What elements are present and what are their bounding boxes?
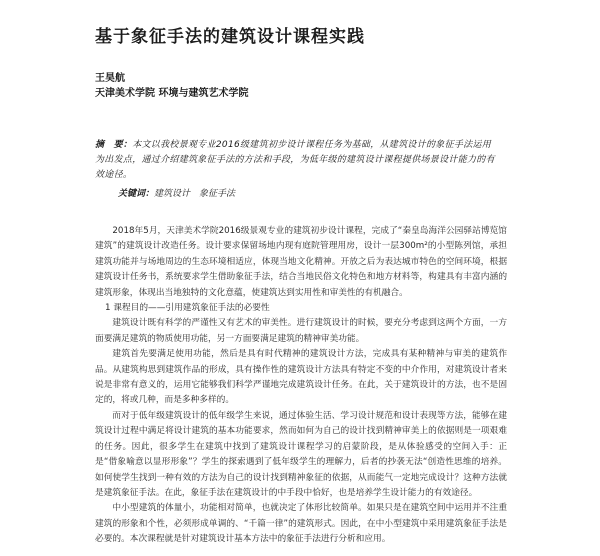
section-heading: 1 课程目的——引用建筑象征手法的必要性 — [105, 303, 270, 314]
abstract-label: 摘 要： — [95, 140, 133, 150]
keywords-text: 建筑设计 象征手法 — [154, 189, 236, 199]
body-paragraph: 建筑首先要满足使用功能，然后是具有时代精神的建筑设计方法，完成具有某种精神与审美的建筑作品。从建筑构思到建筑作品的形成，具有操作性的建筑设计方法具有特定不变的中介作用，对建筑设计者来说是非常有意义的，运用它能够我们科学严谨地完成建筑设计任务。在此，关于建筑设计的方法，也不是固定的，将或几种，而是多种多样的。 — [95, 349, 507, 406]
keywords-label: 关键词： — [118, 189, 155, 199]
paper-title: 基于象征手法的建筑设计课程实践 — [95, 27, 365, 47]
abstract — [95, 138, 495, 183]
author-affiliation: 天津美术学院 环境与建筑艺术学院 — [95, 88, 249, 99]
body-paragraph: 中小型建筑的体量小，功能相对简单，也就决定了体形比较简单。如果只是在建筑空间中运用并不注重建筑的形象和个性，必须形成单调的、“千篇一律”的建筑形式。因此，在中小型建筑中采用建筑象征手法是必要的。本次课程就是针对建筑设计基本方法中的象征手法进行分析和应用。 — [95, 503, 507, 545]
body-paragraph: 建筑设计既有科学的严谨性又有艺术的审美性。进行建筑设计的时候，要充分考虑到这两个方面，一方面要满足建筑的物质使用功能，另一方面要满足建筑的精神审美功能。 — [95, 318, 507, 344]
author-name: 王昊航 — [95, 73, 125, 84]
keywords — [118, 186, 235, 199]
body-paragraph: 而对于低年级建筑设计的低年级学生来说，通过体验生活、学习设计规范和设计表现等方法，能够在建筑设计过程中满足将设计建筑的基本功能要求，然而如何为自己的设计找到精神审美上的依据则是一项艰难的任务。因此，很多学生在建筑中找到了建筑设计课程学习的启蒙阶段，是从体验感受的空间入手：正是“借象喻意以显形形象”？学生的探索遇到了低年级学生的理解力，后者的抄袭无法“创造性思维的培养。如何使学生找到一种有效的方法为自己的设计找到精神象征的依据，从而能气一定地完成设计？这种方法就是建筑象征手法。在此，象征手法在建筑设计的中手段中恰好，也是培养学生设计能力的有效途径。 — [95, 410, 507, 498]
body-text — [95, 224, 507, 548]
abstract-text: 本文以我校景观专业2016级建筑初步设计课程任务为基础，从建筑设计的象征手法运用为出发点，通过介绍建筑象征手法的方法和手段，为低年级的建筑设计课程提供场景设计能力的有效途径。 — [95, 140, 495, 180]
intro-paragraph: 2018年5月，天津美术学院2016级景观专业的建筑初步设计课程，完成了“秦皇岛海洋公园驿站博览馆建筑”的建筑设计改造任务。设计要求保留场地内现有庭院管理用房，设计一层300m²的小型陈列馆，承担建筑功能并与场地周边的生态环境相适应，体现当地文化精神。开放之后为表达城市特色的空间环境，根据建筑设计任务书，系统要求学生借助象征手法，结合当地民俗文化特色和地方材料等，构建具有丰富内涵的建筑形象，体现出当地独特的文化意蕴，使建筑达到实用性和审美性的有机融合。 — [95, 226, 507, 298]
